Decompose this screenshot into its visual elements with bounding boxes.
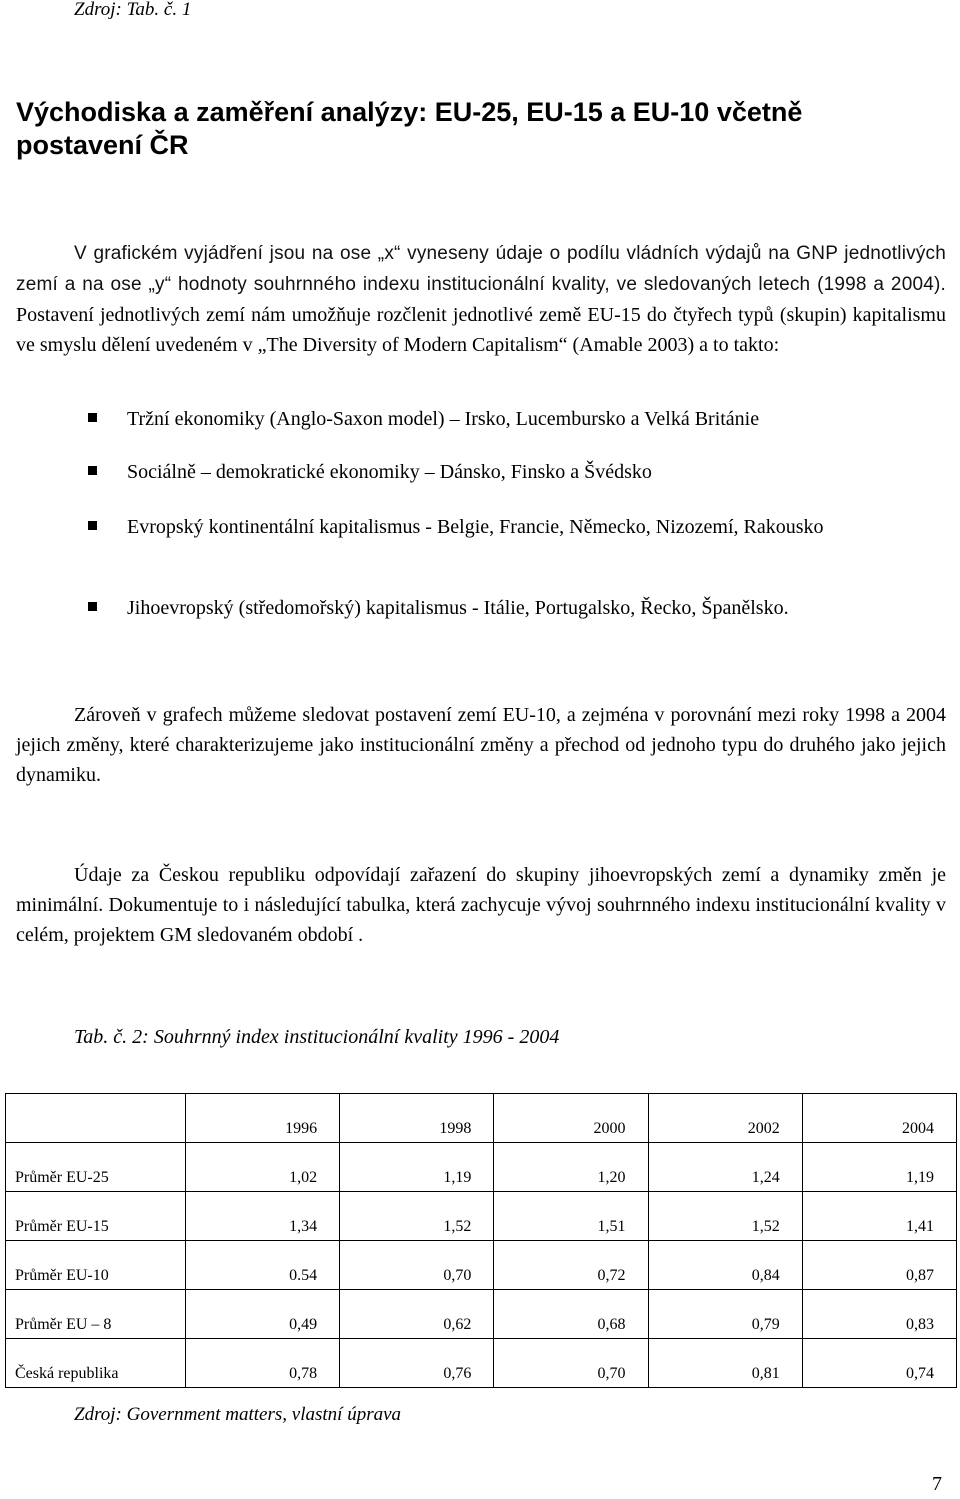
value-cell: 0,81 [648,1339,802,1388]
value-cell: 0,70 [494,1339,648,1388]
value-cell: 1,51 [494,1192,648,1241]
intro-paragraph [16,238,946,360]
row-label-cell: Průměr EU-15 [6,1192,186,1241]
paragraph-eu10 [16,700,946,790]
heading-line-1: Východiska a zaměření analýzy: EU-25, EU-15 a EU-10 včetně [16,97,803,127]
year-header-cell: 2000 [494,1094,648,1143]
value-cell: 0,72 [494,1241,648,1290]
value-cell: 0,74 [802,1339,956,1388]
row-label-cell: Česká republika [6,1339,186,1388]
value-cell: 1,52 [340,1192,494,1241]
list-item-text: Tržní ekonomiky (Anglo-Saxon model) – Irsko, Lucembursko a Velká Británie [127,408,760,430]
square-bullet-icon [88,466,97,475]
page-number: 7 [932,1473,942,1495]
source-note-top: Zdroj: Tab. č. 1 [74,0,192,20]
value-cell: 1,19 [340,1143,494,1192]
value-cell: 0,49 [185,1290,339,1339]
value-cell: 0,70 [340,1241,494,1290]
value-cell: 1,02 [185,1143,339,1192]
paragraph-czech-text: Údaje za Českou republiku odpovídají zařazení do skupiny jihoevropských zemí a dynamiky změn je minimální. Dokumentuje to i následující tabulka, která zachycuje vývoj souhrnného indexu institucionální kvality v celém, projektem GM sledovaném období . [16,864,946,946]
table-row [6,1290,957,1339]
paragraph-eu10-text: Zároveň v grafech můžeme sledovat postavení zemí EU-10, a zejména v porovnání mezi roky 1998 a 2004 jejich změny, které charakterizujeme jako institucionální změny a přechod od jednoho typu do druhého jako jejich dynamiku. [16,704,946,786]
section-heading [16,96,946,162]
table-row [6,1192,957,1241]
square-bullet-icon [88,521,97,530]
value-cell: 1,52 [648,1192,802,1241]
table-caption: Tab. č. 2: Souhrnný index institucionální kvality 1996 - 2004 [74,1026,560,1048]
value-cell: 0,83 [802,1290,956,1339]
value-cell: 1,19 [802,1143,956,1192]
year-header-cell: 1998 [340,1094,494,1143]
value-cell: 0,79 [648,1290,802,1339]
year-header-cell: 2004 [802,1094,956,1143]
value-cell: 0.54 [185,1241,339,1290]
value-cell: 1,20 [494,1143,648,1192]
table-row [6,1143,957,1192]
intro-serif-text: Postavení jednotlivých zemí nám umožňuje rozčlenit jednotlivé země EU-15 do čtyřech typů (skupin) kapitalismu ve smyslu dělení uvedeném v „The Diversity of Modern Capitalism“ (Amable 2003) a to takto: [16,304,946,356]
row-label-cell: Průměr EU-10 [6,1241,186,1290]
value-cell: 0,68 [494,1290,648,1339]
table-corner-cell [6,1094,186,1143]
year-header-cell: 1996 [185,1094,339,1143]
year-header-cell: 2002 [648,1094,802,1143]
heading-line-2: postavení ČR [16,130,189,160]
paragraph-czech [16,860,946,950]
value-cell: 0,76 [340,1339,494,1388]
square-bullet-icon [88,413,97,422]
list-item-text: Jihoevropský (středomořský) kapitalismus - Itálie, Portugalsko, Řecko, Španělsko. [127,597,789,619]
row-label-cell: Průměr EU – 8 [6,1290,186,1339]
source-note-bottom: Zdroj: Government matters, vlastní úprava [74,1404,402,1425]
value-cell: 0,78 [185,1339,339,1388]
table-row [6,1339,957,1388]
table-header-row [6,1094,957,1143]
quality-index-table [5,1093,957,1388]
square-bullet-icon [88,602,97,611]
value-cell: 1,34 [185,1192,339,1241]
row-label-cell: Průměr EU-25 [6,1143,186,1192]
value-cell: 0,87 [802,1241,956,1290]
value-cell: 1,41 [802,1192,956,1241]
table-row [6,1241,957,1290]
value-cell: 1,24 [648,1143,802,1192]
list-item-text: Evropský kontinentální kapitalismus - Belgie, Francie, Německo, Nizozemí, Rakousko [127,516,824,538]
intro-sans-text: V grafickém vyjádření jsou na ose „x“ vyneseny údaje o podílu vládních výdajů na GNP jednotlivých zemí a na ose „y“ hodnoty souhrnného indexu institucionální kvality, ve sledovaných letech (1998 a 2004). [16,243,946,295]
list-item-text: Sociálně – demokratické ekonomiky – Dánsko, Finsko a Švédsko [127,461,652,483]
value-cell: 0,84 [648,1241,802,1290]
value-cell: 0,62 [340,1290,494,1339]
